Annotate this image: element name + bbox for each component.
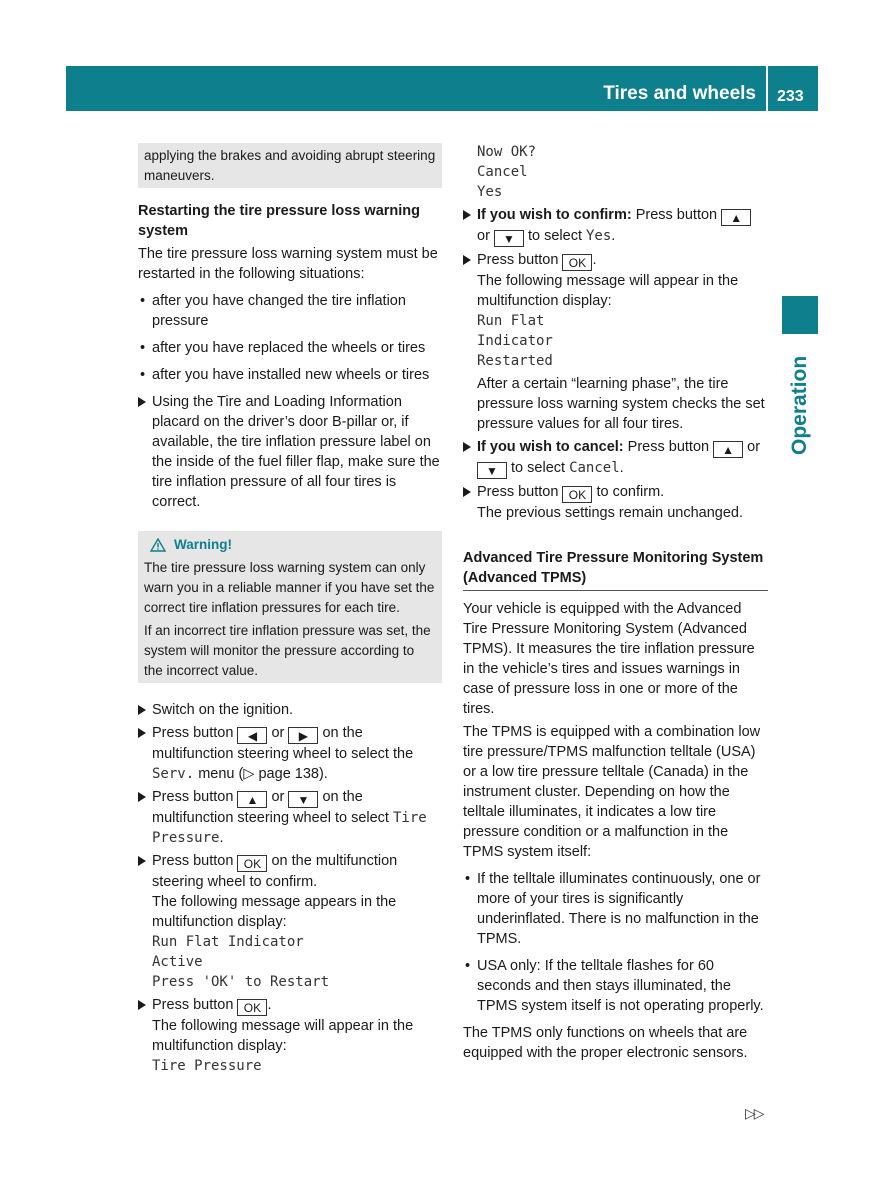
step-arrow-icon — [463, 487, 471, 497]
tpms-heading: Advanced Tire Pressure Monitoring System (Advanced TPMS) — [463, 548, 768, 591]
ok-key-icon: OK — [562, 486, 592, 503]
section-title: Tires and wheels — [603, 83, 756, 104]
list-item: • after you have installed new wheels or tires — [138, 365, 442, 385]
display-line: Run Flat — [477, 313, 545, 329]
step-arrow-icon — [463, 255, 471, 265]
display-line: Now OK? — [477, 144, 537, 160]
left-arrow-key-icon: ◀ — [237, 727, 267, 744]
display-line: Restarted — [477, 353, 553, 369]
display-line: Active — [152, 954, 203, 970]
warning-title: Warning! — [144, 535, 436, 555]
step-confirm: If you wish to confirm: Press button ▲ or ▼ to select Yes. — [463, 205, 768, 247]
down-arrow-key-icon: ▼ — [288, 791, 318, 808]
ok-key-icon: OK — [562, 254, 592, 271]
up-arrow-key-icon: ▲ — [721, 209, 751, 226]
step-text: Using the Tire and Loading Information placard on the driver’s door B-pillar or, if available, the tire inflation pressure label on the inside of the fuel filler flap, make sure the tire inflation pressure of all four tires is correct. — [152, 394, 440, 510]
step-ok: Press button OK . The following message will appear in the multifunction display: Run Flat Indicator Restarted After a certain “learning phase”, the tire pressure loss warning system checks the set pressure values for all four tires. — [463, 250, 768, 434]
list-item: • If the telltale illuminates continuously, one or more of your tires is significantly underinflated. There is no malfunction in the TPMS. — [463, 869, 768, 949]
tpms-paragraph: The TPMS only functions on wheels that are equipped with the proper electronic sensors. — [463, 1025, 748, 1061]
display-line: Yes — [477, 184, 503, 200]
display-line: Tire Pressure — [152, 1058, 262, 1074]
side-tab-label: Operation — [788, 355, 811, 455]
header-divider — [766, 66, 768, 111]
step-cancel: If you wish to cancel: Press button ▲ or ▼ to select Cancel. — [463, 437, 768, 479]
grey-note: applying the brakes and avoiding abrupt steering maneuvers. — [138, 143, 442, 188]
display-block — [463, 142, 768, 202]
warning-box — [138, 531, 442, 683]
ok-key-icon: OK — [237, 999, 267, 1016]
warning-triangle-icon — [150, 538, 166, 552]
display-line: Cancel — [477, 164, 528, 180]
display-line: Indicator — [477, 333, 553, 349]
list-item: • after you have changed the tire inflation pressure — [138, 291, 442, 331]
step-arrow-icon — [463, 210, 471, 220]
step-arrow-icon — [138, 1000, 146, 1010]
tpms-paragraph: Your vehicle is equipped with the Advanced Tire Pressure Monitoring System (Advanced TPMS). It measures the tire inflation pressure in the vehicle’s tires and issues warnings in case of pressure loss in one or more of the tires. — [463, 601, 755, 717]
tpms-paragraph: The TPMS is equipped with a combination low tire pressure/TPMS malfunction telltale (USA) or a low tire pressure telltale (Canada) in the instrument cluster. Depending on how the telltale illuminates, it indicates a low tire pressure condition or a malfunction in the TPMS system itself: — [463, 724, 761, 860]
list-item: • USA only: If the telltale flashes for 60 seconds and then stays illuminated, the TPMS system itself is not operating properly. — [463, 956, 768, 1016]
step-arrow-icon — [138, 728, 146, 738]
right-column — [463, 142, 768, 1063]
page-header — [66, 66, 818, 111]
step-press-up-down: Press button ▲ or ▼ on the multifunction steering wheel to select Tire Pressure. — [138, 787, 442, 848]
up-arrow-key-icon: ▲ — [713, 441, 743, 458]
step-arrow-icon — [138, 792, 146, 802]
step-arrow-icon — [463, 442, 471, 452]
step-arrow-icon — [138, 397, 146, 407]
up-arrow-key-icon: ▲ — [237, 791, 267, 808]
step-press-left-right: Press button ◀ or ▶ on the multifunction steering wheel to select the Serv. menu (▷ page 138). — [138, 723, 442, 784]
restart-heading: Restarting the tire pressure loss warning system — [138, 203, 421, 239]
right-arrow-key-icon: ▶ — [288, 727, 318, 744]
step-arrow-icon — [138, 856, 146, 866]
restart-intro: The tire pressure loss warning system must be restarted in the following situations: — [138, 246, 438, 282]
step-placard — [138, 392, 442, 512]
left-column — [138, 143, 442, 1076]
display-line: Press 'OK' to Restart — [152, 974, 330, 990]
side-tab-block — [782, 296, 818, 334]
step-confirm-ok: Press button OK to confirm. The previous settings remain unchanged. — [463, 482, 768, 523]
warning-text: The tire pressure loss warning system can only warn you in a reliable manner if you have set the correct tire inflation pressures for each tire. — [144, 560, 435, 615]
step-arrow-icon — [138, 705, 146, 715]
step-ignition: Switch on the ignition. — [138, 700, 442, 720]
step-press-ok-2: Press button OK . The following message will appear in the multifunction display: Tire Pressure — [138, 995, 442, 1076]
warning-text: If an incorrect tire inflation pressure was set, the system will monitor the pressure according to the incorrect value. — [144, 623, 431, 678]
down-arrow-key-icon: ▼ — [477, 462, 507, 479]
display-line: Run Flat Indicator — [152, 934, 304, 950]
ok-key-icon: OK — [237, 855, 267, 872]
step-press-ok: Press button OK on the multifunction steering wheel to confirm. The following message appears in the multifunction display: Run Flat Indicator Active Press 'OK' to Restart — [138, 851, 442, 992]
list-item: • after you have replaced the wheels or tires — [138, 338, 442, 358]
page-number: 233 — [777, 88, 804, 105]
down-arrow-key-icon: ▼ — [494, 230, 524, 247]
continued-marker: ▷▷ — [745, 1105, 763, 1121]
